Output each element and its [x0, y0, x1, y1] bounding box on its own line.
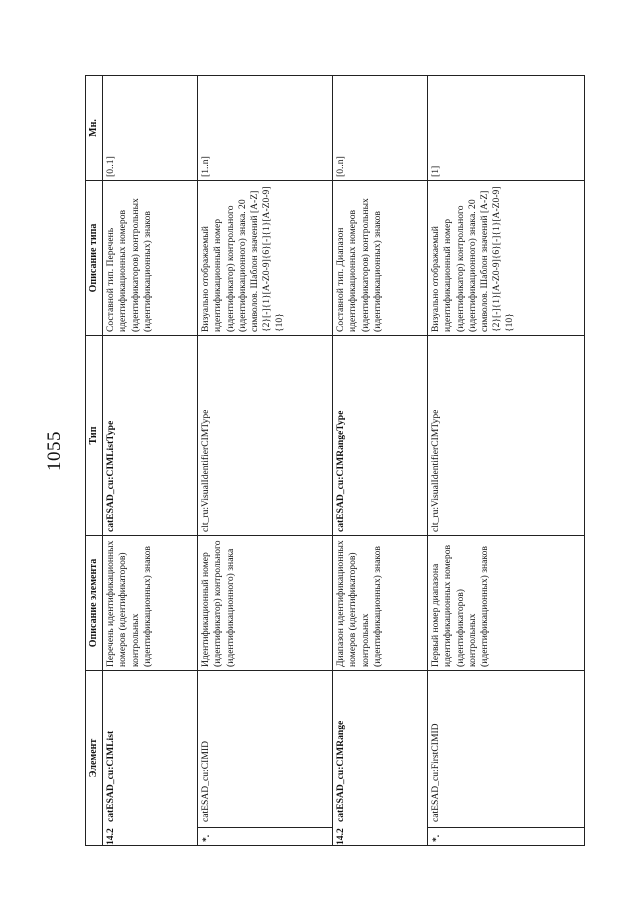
- header-element: Элемент: [86, 671, 103, 846]
- rotated-table-frame: [85, 76, 585, 846]
- table-row: [428, 76, 585, 846]
- schema-table: [85, 75, 585, 846]
- element-cell: [198, 671, 333, 846]
- multiplicity-cell: [1..n]: [198, 76, 333, 181]
- header-type-description: Описание типа: [86, 181, 103, 336]
- element-cell: [333, 671, 428, 846]
- element-name: catESAD_cu:CIMRange: [335, 720, 346, 822]
- element-description-cell: Идентификационный номер (идентификатор) контрольного (идентификационного) знака: [198, 536, 333, 671]
- type-description-cell: Составной тип. Перечень идентификационных номеров (идентификаторов) контрольных (идентификационных) знаков: [103, 181, 198, 336]
- element-description-cell: Диапазон идентификационных номеров (идентификаторов) контрольных (идентификационных) знаков: [333, 536, 428, 671]
- multiplicity-cell: [0..n]: [333, 76, 428, 181]
- row-number: 14.2: [335, 828, 346, 845]
- multiplicity-cell: [1]: [428, 76, 585, 181]
- element-cell: [428, 671, 585, 846]
- header-type: Тип: [86, 336, 103, 536]
- repeat-marker: *.: [431, 834, 442, 842]
- repeat-marker: *.: [201, 834, 212, 842]
- element-description-cell: Перечень идентификационных номеров (идентификаторов) контрольных (идентификационных) знаков: [103, 536, 198, 671]
- header-multiplicity: Мн.: [86, 76, 103, 181]
- element-name: catESAD_cu:CIMID: [200, 741, 211, 822]
- element-name: catESAD_cu:CIMList: [105, 730, 116, 822]
- row-number: 14.2: [105, 828, 116, 845]
- table-row: [333, 76, 428, 846]
- element-cell: [103, 671, 198, 846]
- type-cell: clt_ru:VisualIdentifierCIMType: [428, 336, 585, 536]
- multiplicity-cell: [0..1]: [103, 76, 198, 181]
- table-header-row: [86, 76, 103, 846]
- rotated-table-container: [85, 76, 585, 846]
- page-number: 1055: [44, 431, 65, 471]
- element-name: catESAD_cu:FirstCIMID: [430, 723, 441, 822]
- type-description-cell: Составной тип. Диапазон идентификационных номеров (идентификаторов) контрольных (идентификационных) знаков: [333, 181, 428, 336]
- type-cell: catESAD_cu:CIMRangeType: [333, 336, 428, 536]
- type-description-cell: Визуально отображаемый идентификационный номер (идентификатор) контрольного (идентификационного) знака. 20 символов. Шаблон значений [А-Z]{2}[-]{1}[А-Z0-9]{6}[-]{1}[А-Z0-9]{10}: [428, 181, 585, 336]
- hierarchy-line: [198, 827, 332, 828]
- element-description-cell: Первый номер диапазона идентификационных номеров (идентификаторов) контрольных (идентификационных) знаков: [428, 536, 585, 671]
- table-row: [198, 76, 333, 846]
- type-cell: catESAD_cu:CIMListType: [103, 336, 198, 536]
- table-row: [103, 76, 198, 846]
- type-cell: clt_ru:VisualIdentifierCIMType: [198, 336, 333, 536]
- type-description-cell: Визуально отображаемый идентификационный номер (идентификатор) контрольного (идентификационного) знака. 20 символов. Шаблон значений [А-Z]{2}[-]{1}[А-Z0-9]{6}[-]{1}[А-Z0-9]{10}: [198, 181, 333, 336]
- header-element-description: Описание элемента: [86, 536, 103, 671]
- hierarchy-line: [428, 827, 584, 828]
